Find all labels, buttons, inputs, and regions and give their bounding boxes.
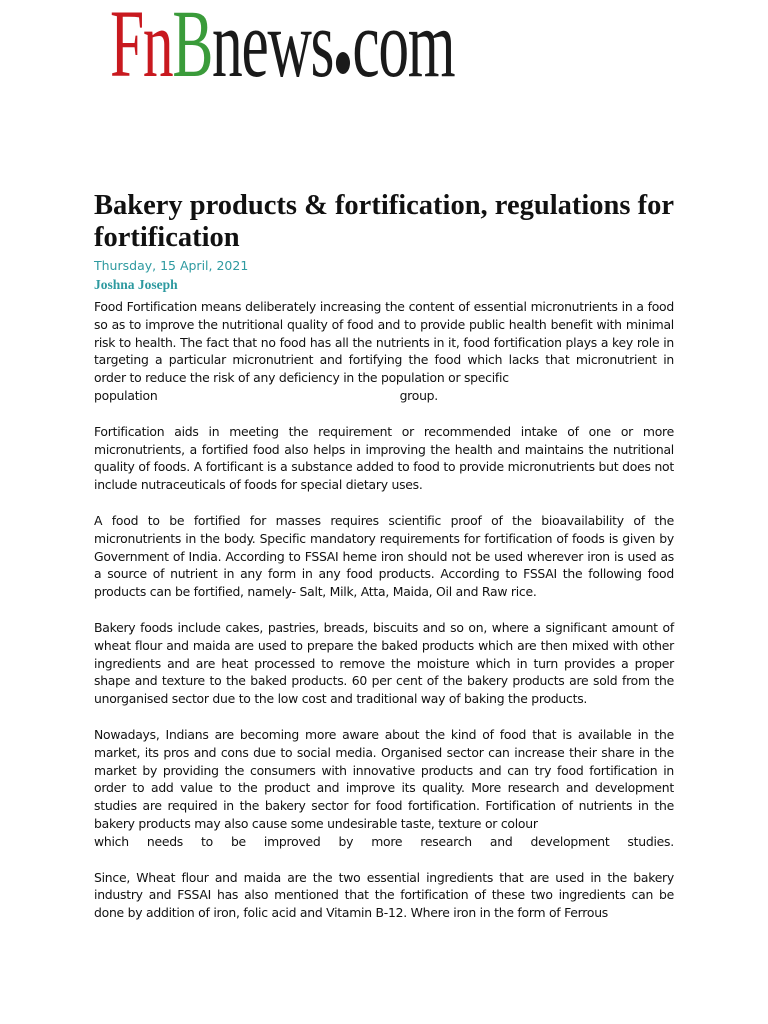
paragraph-3: A food to be fortified for masses requires scientific proof of the bioavailability of the micronutrients in the body. Specific mandatory requirements for fortification of foods is given by Government of India. According to FSSAI heme iron should not be used wherever iron is used as a source of nutrient in any form in any food products. According to FSSAI the following food products can be fortified, namely- Salt, Milk, Atta, Maida, Oil and Raw rice.	[94, 512, 674, 600]
paragraph-1-last-line: population group.	[94, 387, 438, 403]
paragraph-5: Nowadays, Indians are becoming more aware about the kind of food that is available in the market, its pros and cons due to social media. Organised sector can increase their share in the market by providing the consumers with innovative products and can try food fortification in order to add value to the product and improve its quality. More research and development studies are required in the bakery sector for food fortification. Fortification of nutrients in the bakery products may also cause some undesirable taste, texture or colour which needs to be improved by more research and development studies.	[94, 726, 674, 849]
article-title: Bakery products & fortification, regulations for fortification	[94, 190, 674, 253]
site-logo: FnBnews com	[110, 0, 455, 97]
article-body	[94, 298, 674, 940]
paragraph-2: Fortification aids in meeting the requirement or recommended intake of one or more micronutrients, a fortified food also helps in improving the health and maintains the nutritional quality of foods. A fortificant is a substance added to food to provide micronutrients but does not include nutraceuticals of foods for special dietary uses.	[94, 423, 674, 493]
article-date: Thursday, 15 April, 2021	[94, 258, 249, 273]
logo-dot	[336, 52, 350, 74]
article-author: Joshna Joseph	[94, 277, 178, 292]
paragraph-4: Bakery foods include cakes, pastries, breads, biscuits and so on, where a significant amount of wheat flour and maida are used to prepare the baked products which are then mixed with other ingredients and are heat processed to remove the moisture which in turn provides a proper shape and texture to the baked products. 60 per cent of the bakery products are sold from the unorganised sector due to the low cost and traditional way of baking the products.	[94, 619, 674, 707]
paragraph-5-last-line: which needs to be improved by more research and development studies.	[94, 833, 674, 849]
paragraph-1: Food Fortification means deliberately increasing the content of essential micronutrients in a food so as to improve the nutritional quality of food and to provide public health benefit with minimal risk to health. The fact that no food has all the nutrients in it, food fortification plays a key role in targeting a particular micronutrient and fortifying the food which lacks that micronutrient in order to reduce the risk of any deficiency in the population or specific population group.	[94, 299, 674, 403]
paragraph-6: Since, Wheat flour and maida are the two essential ingredients that are used in the bakery industry and FSSAI has also mentioned that the fortification of these two ingredients can be done by addition of iron, folic acid and Vitamin B-12. Where iron in the form of Ferrous	[94, 869, 674, 921]
